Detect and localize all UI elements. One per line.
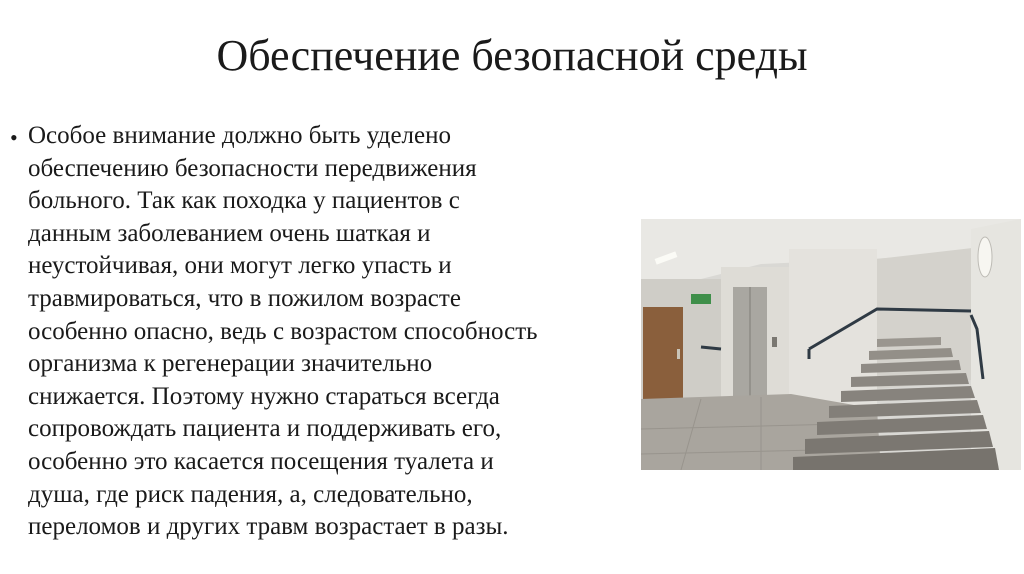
bullet-line: организма к регенерации значительно bbox=[28, 350, 433, 378]
photo-exit-sign bbox=[691, 294, 711, 304]
bullet-line: особенно опасно, ведь с возрастом способность bbox=[28, 317, 538, 345]
bullet-line: снижается. Поэтому нужно стараться всегда bbox=[28, 382, 500, 410]
bullet-line: Особое внимание должно быть уделено bbox=[28, 122, 451, 149]
bullet-line: неустойчивая, они могут легко упасть и bbox=[28, 252, 452, 280]
bullet-line: сопровождать пациента и поддерживать его, bbox=[28, 415, 502, 443]
bullet-line: травмироваться, что в пожилом возрасте bbox=[28, 284, 461, 312]
bullet-line: переломов и других травм возрастает в разы. bbox=[28, 513, 509, 541]
bullet-line: обеспечению безопасности передвижения bbox=[28, 154, 477, 182]
bullet-line: особенно это касается посещения туалета и bbox=[28, 447, 494, 475]
bullet-line: душа, где риск падения, а, следовательно, bbox=[28, 480, 473, 508]
stairwell-photo bbox=[641, 219, 1021, 470]
bullet-line: данным заболеванием очень шаткая и bbox=[28, 219, 431, 247]
slide-title: Обеспечение безопасной среды bbox=[216, 31, 808, 80]
bullet-point-icon: • bbox=[10, 125, 18, 150]
bullet-text bbox=[28, 120, 538, 544]
photo-wall-lamp bbox=[978, 237, 992, 277]
bullet-line: больного. Так как походка у пациентов с bbox=[28, 187, 460, 215]
